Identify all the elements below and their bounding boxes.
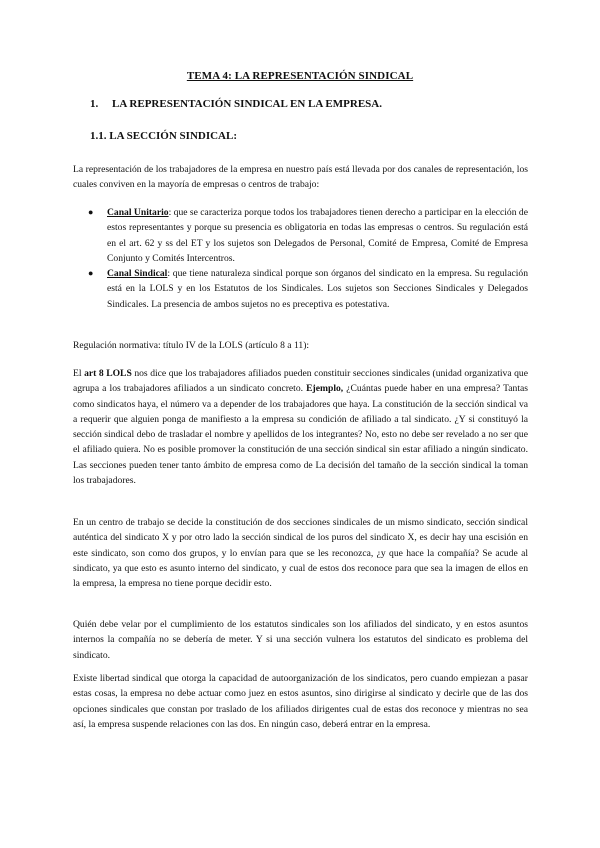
list-item-term: Canal Sindical [107,268,168,280]
list-item-text: : que tiene naturaleza sindical porque son órganos del sindicato en la empresa. Su regulación está en la LOLS y en los Estatutos de los Sindicales. Los sujetos son Secciones Sindicales y Delegados Sindicales. La presencia de ambos sujetos no es preceptiva es potestativa. [107,268,528,310]
bold-term: Ejemplo, [306,383,344,395]
text-run: nos dice que los trabajadores afiliados pueden constituir secciones sindicales (unidad organizativa que agrupa a los trabajadores afiliados a un sindicato concreto. [73,368,528,395]
bullet-icon: ● [88,207,94,217]
document-title: TEMA 4: LA REPRESENTACIÓN SINDICAL [186,70,414,82]
paragraph-art8 [73,366,528,488]
intro-paragraph: La representación de los trabajadores de la empresa en nuestro país está llevada por dos canales de representación, los cuales conviven en la mayoría de empresas o centros de trabajo: [73,164,528,191]
list-item-term: Canal Unitario [107,207,169,218]
paragraph-freedom: Existe libertad sindical que otorga la capacidad de autoorganización de los sindicatos, pero cuando empiezan a pasar estas cosas, la empresa no debe actuar como juez en estos asuntos, sino dirigirse al sindicato y decirle que de las dos opciones sindicales que constan por traslado de los afiliados dirigentes cual de estas dos reconoce y mientras no sea así, la empresa suspende relaciones con las dos. En ningún caso, deberá entrar en la empresa. [73,673,528,730]
list-item [73,266,528,312]
regulation-paragraph: Regulación normativa: título IV de la LOLS (artículo 8 a 11): [73,340,310,351]
section-title: LA REPRESENTACIÓN SINDICAL EN LA EMPRESA. [112,98,382,110]
list-item [73,205,528,266]
paragraph-statutes: Quién debe velar por el cumplimiento de los estatutos sindicales son los afiliados del sindicato, y en estos asuntos internos la compañía no se debería de meter. Y si una sección vulnera los estatutos del sindicato es problema del sindicato. [73,619,528,661]
text-run: El [73,368,85,379]
channels-list [73,205,528,312]
section-number: 1. [90,98,99,110]
text-run: ¿Cuántas puede haber en una empresa? Tantas como sindicatos haya, el número va a depender de los trabajadores que haya. La constitución de la sección sindical va a requerir que alguien ponga de manifiesto a la empresa su condición de afiliado a tal sindicato. ¿Y si constituyó la sección sindical debo de trasladar el nombre y apellidos de los integrantes? No, esto no debe ser revelado a no ser que el afiliado quiera. No es posible promover la constitución de una sección sindical sin estar afiliado a ningún sindicato. Las secciones pueden tener tanto ámbito de empresa como de La decisión del tamaño de la sección sindical la toman los trabajadores. [73,383,529,487]
subsection-heading: 1.1. LA SECCIÓN SINDICAL: [90,130,238,142]
bullet-icon: ● [88,268,94,279]
list-item-text: : que se caracteriza porque todos los trabajadores tienen derecho a participar en la elección de estos representantes y porque su presencia es obligatoria en todas las empresas o centros. Su regulación está en el art. 62 y ss del ET y los sujetos son Delegados de Personal, Comité de Empresa, Comité de Empresa Conjunto y Comités Intercentros. [107,207,528,264]
bold-term: art 8 LOLS [84,368,132,379]
section-heading-1 [90,98,382,110]
paragraph-example: En un centro de trabajo se decide la constitución de dos secciones sindicales de un mismo sindicato, sección sindical auténtica del sindicato X y por otro lado la sección sindical de los puros del sindicato X, es decir hay una escisión en este sindicato, son como dos grupos, y lo envían para que se les reconozca, ¿y que hace la compañía? Se acude al sindicato, ya que esto es asunto interno del sindicato, y cual de estos dos reconoce para que sea la imagen de ellos en la empresa, la empresa no tiene porque decidir esto. [73,517,528,590]
